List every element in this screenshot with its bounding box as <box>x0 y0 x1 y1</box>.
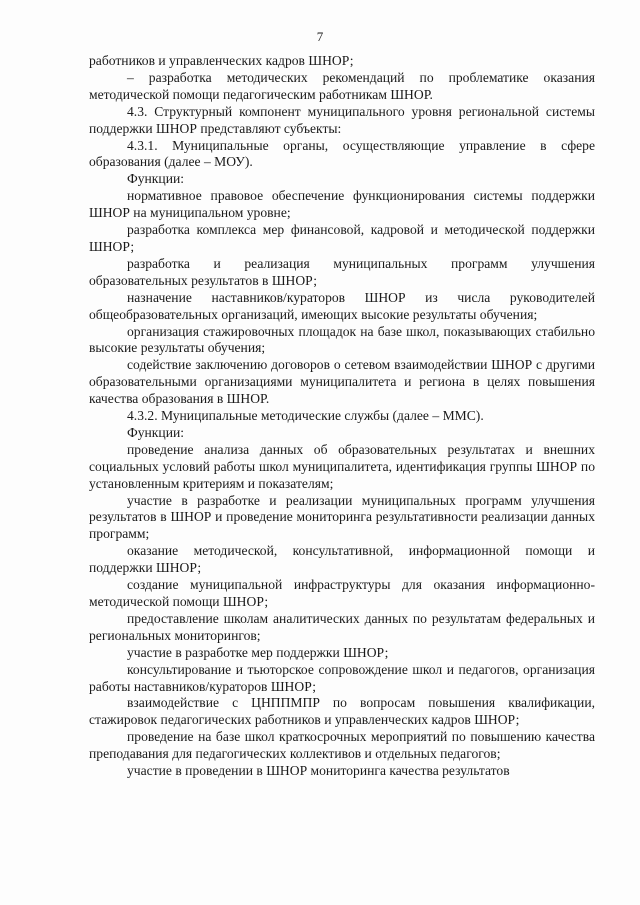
list-item: создание муниципальной инфраструктуры для оказания информационно-методической помощи ШНОР; <box>89 577 595 609</box>
list-item: участие в разработке мер поддержки ШНОР; <box>127 644 389 660</box>
functions-label: Функции: <box>127 171 185 187</box>
paragraph: работников и управленческих кадров ШНОР; <box>89 53 354 68</box>
list-item: участие в разработке и реализации муниципальных программ улучшения результатов в ШНОР и проведение мониторинга результативности реализации данных программ; <box>89 492 595 542</box>
list-item: организация стажировочных площадок на базе школ, показывающих стабильно высокие результаты обучения; <box>89 323 595 356</box>
list-item: разработка комплекса мер финансовой, кадровой и методической поддержки ШНОР; <box>89 222 595 254</box>
list-item: предоставление школам аналитических данных по результатам федеральных и региональных мониторингов; <box>89 610 595 643</box>
subsection-heading: 4.3.2. Муниципальные методические службы (далее – ММС). <box>127 408 484 424</box>
list-item: оказание методической, консультативной, информационной помощи и поддержки ШНОР; <box>89 543 595 576</box>
document-body <box>89 53 595 780</box>
functions-label: Функции: <box>127 424 185 440</box>
section-heading: 4.3. Структурный компонент муниципального уровня региональной системы поддержки ШНОР представляют субъекты: <box>89 103 595 136</box>
list-item: участие в проведении в ШНОР мониторинга качества результатов <box>127 763 510 779</box>
list-item: нормативное правовое обеспечение функционирования системы поддержки ШНОР на муниципальном уровне; <box>89 188 595 221</box>
list-item: проведение анализа данных об образовательных результатах и внешних социальных условий работы школ муниципалитета, идентификация группы ШНОР по установленным критериям и показателям; <box>89 441 595 491</box>
list-item: разработка и реализация муниципальных программ улучшения образовательных результатов в ШНОР; <box>89 255 595 288</box>
list-item: содействие заключению договоров о сетевом взаимодействии ШНОР с другими образовательными организациями муниципалитета и региона в целях повышения качества образования в ШНОР. <box>89 357 595 407</box>
list-item: проведение на базе школ краткосрочных мероприятий по повышению качества преподавания для педагогических коллективов и отдельных педагогов; <box>89 729 595 762</box>
subsection-heading: 4.3.1. Муниципальные органы, осуществляющие управление в сфере образования (далее – МОУ). <box>89 137 595 170</box>
paragraph: – разработка методических рекомендаций по проблематике оказания методической помощи педагогическим работникам ШНОР. <box>89 69 595 102</box>
list-item: назначение наставников/кураторов ШНОР из числа руководителей общеобразовательных организаций, имеющих высокие результаты обучения; <box>89 289 595 322</box>
list-item: взаимодействие с ЦНППМПР по вопросам повышения квалификации, стажировок педагогических работников и управленческих кадров ШНОР; <box>89 695 595 728</box>
page-number: 7 <box>316 29 324 44</box>
list-item: консультирование и тьюторское сопровождение школ и педагогов, организация работы наставников/кураторов ШНОР; <box>89 661 595 694</box>
